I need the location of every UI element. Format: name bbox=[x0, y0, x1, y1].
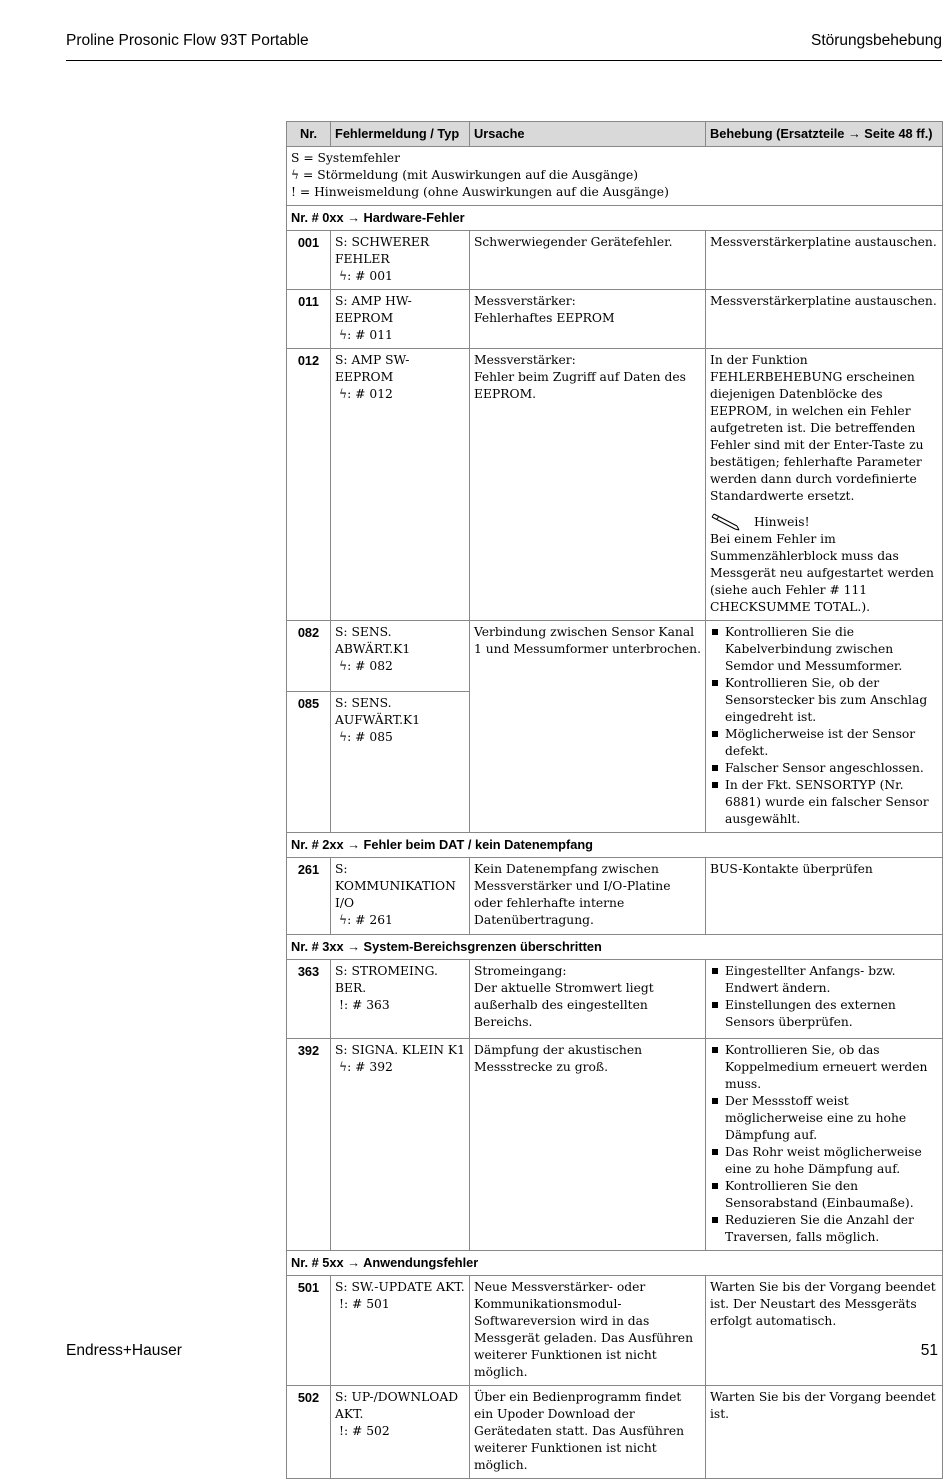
message-text: S: SENS. AUFWÄRT.K1 bbox=[335, 695, 421, 727]
message-type: ϟ: # 012 bbox=[339, 387, 393, 401]
legend-system: S = Systemfehler bbox=[291, 151, 400, 165]
error-cause: Dämpfung der akustischen Messstrecke zu groß. bbox=[470, 1039, 706, 1251]
error-cause: Kein Datenempfang zwischen Messverstärker und I/O-Platine oder fehlerhafte interne Datenübertragung. bbox=[470, 858, 706, 935]
column-header-nr: Nr. bbox=[287, 122, 331, 147]
list-item: Das Rohr weist möglicherweise eine zu hohe Dämpfung auf. bbox=[710, 1144, 938, 1178]
legend-fault: ϟ = Störmeldung (mit Auswirkungen auf die Ausgänge) bbox=[291, 168, 639, 182]
list-item: Einstellungen des externen Sensors überprüfen. bbox=[710, 997, 938, 1031]
page-number: 51 bbox=[920, 1342, 938, 1359]
list-item: Eingestellter Anfangs- bzw. Endwert ändern. bbox=[710, 963, 938, 997]
column-header-cause: Ursache bbox=[470, 122, 706, 147]
note-title-row bbox=[710, 513, 938, 531]
error-number: 363 bbox=[287, 960, 331, 1039]
legend-row bbox=[287, 147, 943, 206]
message-type: ϟ: # 261 bbox=[339, 913, 393, 927]
header-rule bbox=[66, 60, 942, 61]
section-row bbox=[287, 206, 943, 231]
error-number: 261 bbox=[287, 858, 331, 935]
message-text: S: AMP HW-EEPROM bbox=[335, 294, 412, 325]
list-item: Kontrollieren Sie, ob das Koppelmedium erneuert werden muss. bbox=[710, 1042, 938, 1093]
error-number: 001 bbox=[287, 231, 331, 290]
cause-line: Messverstärker: bbox=[474, 294, 576, 308]
error-message bbox=[331, 1276, 470, 1386]
list-item: Kontrollieren Sie, ob der Sensorstecker bis zum Anschlag eingedreht ist. bbox=[710, 675, 938, 726]
error-message bbox=[331, 858, 470, 935]
column-header-remedy: Behebung (Ersatzteile → Seite 48 ff.) bbox=[706, 122, 943, 147]
error-cause bbox=[470, 349, 706, 621]
message-text: S: SCHWERER FEHLER bbox=[335, 235, 430, 266]
message-type: ϟ: # 085 bbox=[339, 729, 393, 744]
section-hardware: Nr. # 0xx → Hardware-Fehler bbox=[287, 206, 943, 231]
error-message bbox=[331, 1039, 470, 1251]
message-text: S: SIGNA. KLEIN K1 bbox=[335, 1043, 465, 1057]
table-row bbox=[287, 290, 943, 349]
message-type: ϟ: # 011 bbox=[339, 328, 393, 342]
note-text: Bei einem Fehler im Summenzählerblock muss das Messgerät neu aufgestartet werden (siehe auch Fehler # 111 CHECKSUMME TOTAL.). bbox=[710, 532, 934, 614]
message-type: ϟ: # 001 bbox=[339, 269, 393, 283]
error-remedy bbox=[706, 960, 943, 1039]
section-application: Nr. # 5xx → Anwendungsfehler bbox=[287, 1251, 943, 1276]
error-remedy bbox=[706, 1039, 943, 1251]
cause-line: Fehlerhaftes EEPROM bbox=[474, 311, 615, 325]
error-remedy: Messverstärkerplatine austauschen. bbox=[706, 290, 943, 349]
cause-line: Der aktuelle Stromwert liegt außerhalb des eingestellten Bereichs. bbox=[474, 981, 654, 1029]
list-item: Der Messstoff weist möglicherweise eine zu hohe Dämpfung auf. bbox=[710, 1093, 938, 1144]
message-text: S: STROMEING. BER. bbox=[335, 964, 438, 995]
error-cause: Verbindung zwischen Sensor Kanal 1 und Messumformer unterbrochen. bbox=[470, 621, 706, 833]
pencil-icon bbox=[710, 513, 740, 531]
message-type: ϟ: # 392 bbox=[339, 1060, 393, 1074]
list-item: Reduzieren Sie die Anzahl der Traversen, falls möglich. bbox=[710, 1212, 938, 1246]
error-cause: Schwerwiegender Gerätefehler. bbox=[470, 231, 706, 290]
error-number: 501 bbox=[287, 1276, 331, 1386]
error-cause: Neue Messverstärker- oder Kommunikationsmodul- Softwareversion wird in das Messgerät geladen. Das Ausführen weiterer Funktionen ist nicht möglich. bbox=[470, 1276, 706, 1386]
table-row bbox=[287, 1276, 943, 1386]
table-row bbox=[287, 231, 943, 290]
section-row bbox=[287, 1251, 943, 1276]
list-item: Falscher Sensor angeschlossen. bbox=[710, 760, 938, 777]
table-row bbox=[287, 1386, 943, 1479]
message-type: !: # 502 bbox=[339, 1424, 390, 1438]
error-number: 012 bbox=[287, 349, 331, 621]
chapter-title: Störungsbehebung bbox=[810, 32, 942, 49]
note-title: Hinweis! bbox=[754, 514, 810, 529]
section-row bbox=[287, 935, 943, 960]
table-header-row bbox=[287, 122, 943, 147]
message-type: !: # 501 bbox=[339, 1297, 390, 1311]
list-item: In der Fkt. SENSORTYP (Nr. 6881) wurde ein falscher Sensor ausgewählt. bbox=[710, 777, 938, 828]
error-remedy: Messverstärkerplatine austauschen. bbox=[706, 231, 943, 290]
company-name: Endress+Hauser bbox=[66, 1342, 182, 1359]
section-row bbox=[287, 833, 943, 858]
error-number: 502 bbox=[287, 1386, 331, 1479]
section-limits: Nr. # 3xx → System-Bereichsgrenzen überschritten bbox=[287, 935, 943, 960]
error-table bbox=[286, 121, 943, 1479]
list-item: Kontrollieren Sie die Kabelverbindung zwischen Semdor und Messumformer. bbox=[710, 624, 938, 675]
error-remedy: BUS-Kontakte überprüfen bbox=[706, 858, 943, 935]
error-remedy bbox=[706, 621, 943, 833]
error-remedy bbox=[706, 349, 943, 621]
legend-cell bbox=[287, 147, 943, 206]
error-number: 085 bbox=[287, 691, 331, 832]
section-dat: Nr. # 2xx → Fehler beim DAT / kein Datenempfang bbox=[287, 833, 943, 858]
message-text: S: SW.-UPDATE AKT. bbox=[335, 1280, 465, 1294]
error-number: 011 bbox=[287, 290, 331, 349]
error-message bbox=[331, 621, 470, 692]
error-remedy: Warten Sie bis der Vorgang beendet ist. Der Neustart des Messgeräts erfolgt automatisch. bbox=[706, 1276, 943, 1386]
table-row bbox=[287, 960, 943, 1039]
cause-line: Messverstärker: bbox=[474, 353, 576, 367]
error-message bbox=[331, 960, 470, 1039]
note-box bbox=[710, 513, 938, 616]
legend-notice: ! = Hinweismeldung (ohne Auswirkungen auf die Ausgänge) bbox=[291, 185, 669, 199]
remedy-list bbox=[710, 963, 938, 1031]
table-row bbox=[287, 1039, 943, 1251]
list-item: Möglicherweise ist der Sensor defekt. bbox=[710, 726, 938, 760]
document-title: Proline Prosonic Flow 93T Portable bbox=[66, 32, 309, 49]
message-text: S: SENS. ABWÄRT.K1 bbox=[335, 625, 411, 656]
list-item: Kontrollieren Sie den Sensorabstand (Einbaumaße). bbox=[710, 1178, 938, 1212]
remedy-list bbox=[710, 1042, 938, 1246]
message-text: S: AMP SW-EEPROM bbox=[335, 353, 410, 384]
table-row bbox=[287, 621, 943, 692]
table-row bbox=[287, 349, 943, 621]
error-message bbox=[331, 691, 470, 832]
cause-line: Fehler beim Zugriff auf Daten des EEPROM. bbox=[474, 370, 686, 401]
error-number: 082 bbox=[287, 621, 331, 692]
message-text: S: KOMMUNIKATION I/O bbox=[335, 862, 456, 910]
error-message bbox=[331, 1386, 470, 1479]
message-type: ϟ: # 082 bbox=[339, 659, 393, 673]
remedy-text: In der Funktion FEHLERBEHEBUNG erscheinen diejenigen Datenblöcke des EEPROM, in welchen ein Fehler aufgetreten ist. Die betreffenden Fehler sind mit der Enter-Taste zu bestätigen; fehlerhafte Parameter werden dann durch vordefinierte Standardwerte ersetzt. bbox=[710, 353, 924, 503]
error-message bbox=[331, 290, 470, 349]
error-remedy: Warten Sie bis der Vorgang beendet ist. bbox=[706, 1386, 943, 1479]
column-header-message: Fehlermeldung / Typ bbox=[331, 122, 470, 147]
remedy-list bbox=[710, 624, 938, 828]
error-cause bbox=[470, 290, 706, 349]
cause-line: Stromeingang: bbox=[474, 964, 567, 978]
message-text: S: UP-/DOWNLOAD AKT. bbox=[335, 1390, 459, 1421]
error-number: 392 bbox=[287, 1039, 331, 1251]
error-message bbox=[331, 231, 470, 290]
error-message bbox=[331, 349, 470, 621]
table-row bbox=[287, 858, 943, 935]
message-type: !: # 363 bbox=[339, 998, 390, 1012]
error-cause: Über ein Bedienprogramm findet ein Upoder Download der Gerätedaten statt. Das Ausführen weiterer Funktionen ist nicht möglich. bbox=[470, 1386, 706, 1479]
error-cause bbox=[470, 960, 706, 1039]
